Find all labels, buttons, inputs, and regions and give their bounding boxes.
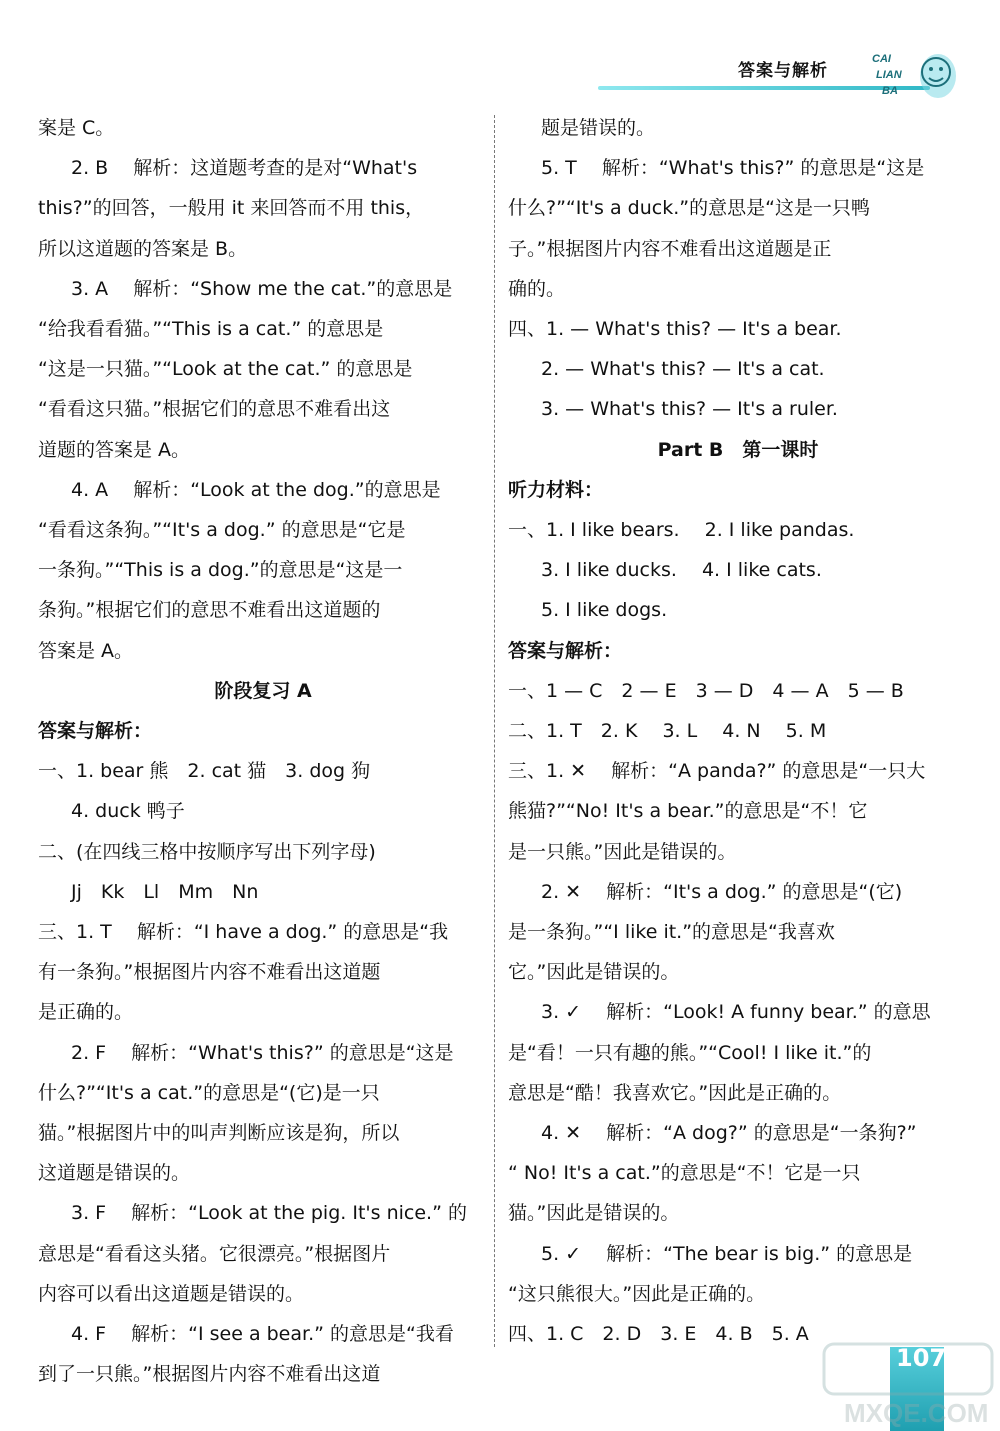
left-line: 有一条狗。”根据图片内容不难看出这道题 [38, 961, 381, 984]
right-line: 确的。 [508, 277, 566, 300]
right-line: 意思是“酷！我喜欢它。”因此是正确的。 [508, 1081, 842, 1104]
right-line: 一、1. I like bears. 2. I like pandas. [508, 519, 855, 542]
right-column [508, 108, 968, 1354]
left-line: 道题的答案是 A。 [38, 438, 191, 461]
left-line: 4. A 解析：“Look at the dog.”的意思是 [71, 478, 441, 501]
left-column [38, 108, 488, 1395]
left-line: 所以这道题的答案是 B。 [38, 237, 248, 260]
right-line: 熊猫?”“No! It's a bear.”的意思是“不！它 [508, 800, 868, 823]
section-title: Part B 第一课时 [657, 438, 819, 461]
left-line: 3. A 解析：“Show me the cat.”的意思是 [71, 277, 453, 300]
section-subtitle: 答案与解析： [508, 639, 623, 662]
left-line: 到了一只熊。”根据图片内容不难看出这道 [38, 1363, 381, 1386]
watermark-logo [820, 1340, 998, 1430]
section-subtitle: 答案与解析： [38, 720, 153, 743]
right-line: 猫。”因此是错误的。 [508, 1202, 680, 1225]
left-line: “看看这条狗。”“It's a dog.” 的意思是“它是 [38, 519, 406, 542]
right-line: 5. I like dogs. [541, 599, 668, 622]
right-line: 四、1. — What's this? — It's a bear. [508, 318, 842, 341]
page-number: 107 [896, 1344, 947, 1372]
right-line: 是“看！一只有趣的熊。”“Cool! I like it.”的 [508, 1041, 872, 1064]
left-line: “给我看看猫。”“This is a cat.” 的意思是 [38, 318, 384, 341]
section-title: 阶段复习 A [214, 679, 312, 702]
right-line: 3. ✓ 解析：“Look! A funny bear.” 的意思 [541, 1001, 931, 1024]
svg-text:LIAN: LIAN [876, 69, 902, 81]
header-title: 答案与解析 [738, 61, 828, 81]
left-line: 三、1. T 解析：“I have a dog.” 的意思是“我 [38, 921, 449, 944]
left-line: 答案是 A。 [38, 639, 134, 662]
right-line: 5. T 解析：“What's this?” 的意思是“这是 [541, 157, 925, 180]
left-line: 4. duck 鸭子 [71, 800, 185, 823]
right-line: 3. — What's this? — It's a ruler. [541, 398, 838, 421]
left-line: “这是一只猫。”“Look at the cat.” 的意思是 [38, 358, 413, 381]
right-line: 子。”根据图片内容不难看出这道题是正 [508, 237, 832, 260]
right-line: 一、1 — C 2 — E 3 — D 4 — A 5 — B [508, 679, 904, 702]
right-line: 3. I like ducks. 4. I like cats. [541, 559, 822, 582]
right-line: 5. ✓ 解析：“The bear is big.” 的意思是 [541, 1242, 913, 1265]
left-line: 4. F 解析：“I see a bear.” 的意思是“我看 [71, 1323, 454, 1346]
section-subtitle: 听力材料： [508, 478, 604, 501]
svg-text:BA: BA [882, 85, 898, 97]
left-line: 意思是“看看这头猪。它很漂亮。”根据图片 [38, 1242, 391, 1265]
left-line: 一、1. bear 熊 2. cat 猫 3. dog 狗 [38, 760, 371, 783]
left-line: 猫。”根据图片中的叫声判断应该是狗，所以 [38, 1122, 400, 1145]
right-line: 它。”因此是错误的。 [508, 961, 680, 984]
right-line: 是一只熊。”因此是错误的。 [508, 840, 737, 863]
right-line: 是一条狗。”“I like it.”的意思是“我喜欢 [508, 921, 835, 944]
svg-text:CAI: CAI [872, 53, 891, 65]
left-line: 案是 C。 [38, 117, 115, 139]
left-line: 这道题是错误的。 [38, 1162, 191, 1185]
right-line: 四、1. C 2. D 3. E 4. B 5. A [508, 1323, 809, 1346]
left-line: 一条狗。”“This is a dog.”的意思是“这是一 [38, 559, 403, 582]
svg-text:MXQE.COM: MXQE.COM [844, 1398, 989, 1428]
left-line: “看看这只猫。”根据它们的意思不难看出这 [38, 398, 391, 421]
right-line: 题是错误的。 [541, 117, 656, 139]
left-line: 二、(在四线三格中按顺序写出下列字母) [38, 840, 376, 863]
left-line: 2. F 解析：“What's this?” 的意思是“这是 [71, 1041, 454, 1064]
right-line: 2. — What's this? — It's a cat. [541, 358, 825, 381]
left-line: 内容可以看出这道题是错误的。 [38, 1282, 305, 1305]
left-line: Jj Kk Ll Mm Nn [71, 880, 259, 903]
right-line: “ No! It's a cat.”的意思是“不！它是一只 [508, 1162, 861, 1185]
column-divider [494, 115, 495, 1347]
left-line: 什么?”“It's a cat.”的意思是“(它)是一只 [38, 1081, 380, 1104]
left-line: this?”的回答，一般用 it 来回答而不用 this， [38, 197, 425, 220]
right-line: 二、1. T 2. K 3. L 4. N 5. M [508, 720, 827, 743]
right-line: 什么?”“It's a duck.”的意思是“这是一只鸭 [508, 197, 870, 220]
right-line: 三、1. ✕ 解析：“A panda?” 的意思是“一只大 [508, 760, 926, 783]
right-line: “这只熊很大。”因此是正确的。 [508, 1282, 766, 1305]
right-line: 4. ✕ 解析：“A dog?” 的意思是“一条狗?” [541, 1122, 917, 1145]
left-line: 3. F 解析：“Look at the pig. It's nice.” 的 [71, 1202, 467, 1225]
right-line: 2. ✕ 解析：“It's a dog.” 的意思是“(它) [541, 880, 903, 903]
left-line: 条狗。”根据它们的意思不难看出这道题的 [38, 599, 381, 622]
left-line: 2. B 解析：这道题考查的是对“What's [71, 157, 418, 180]
left-line: 是正确的。 [38, 1001, 134, 1024]
